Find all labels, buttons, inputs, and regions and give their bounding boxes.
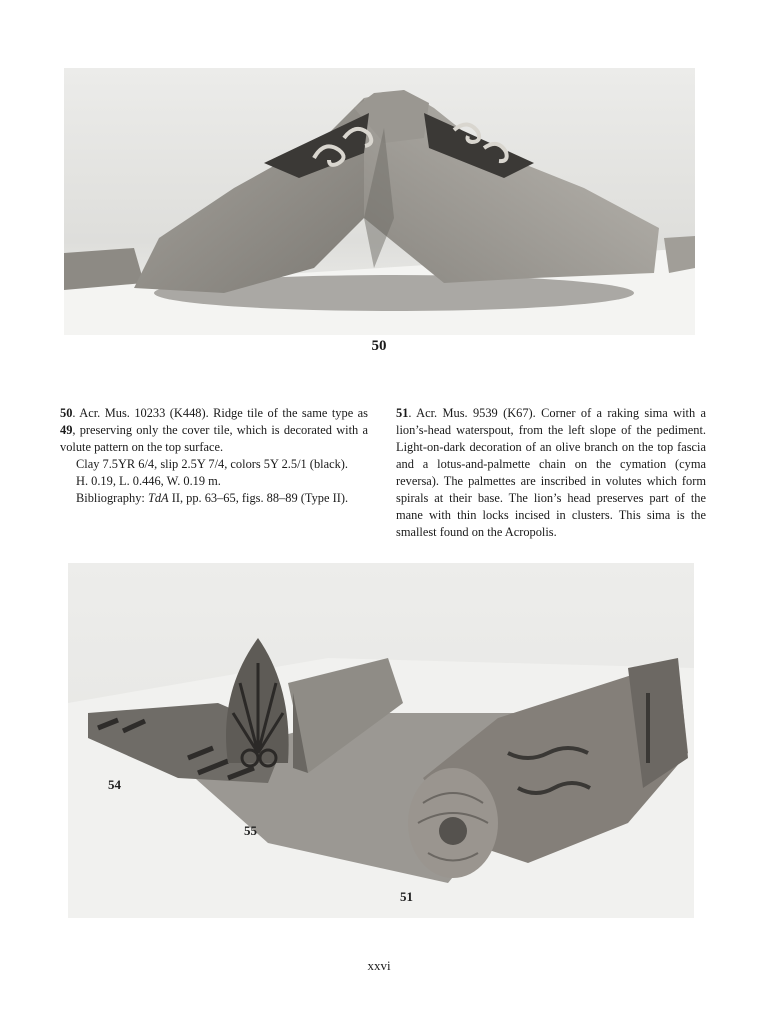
ridge-tile-image — [64, 68, 695, 335]
page-number: xxvi — [367, 958, 391, 973]
entry-51-description: 51. Acr. Mus. 9539 (K67). Corner of a raking sima with a lion’s-head waterspout, from the left slope of the pediment. Light-on-dark decoration of an olive branch on the top fascia and a lotus-and-palmette chain on the cymation (cyma reversa). The palmettes are inscribed in volutes which form spirals at their base. The lion’s head preserves part of the mane with thin locks incised in clusters. This sima is the smallest found on the Acropolis. — [396, 406, 706, 539]
label-fragment-55: 55 — [244, 823, 257, 838]
label-fragment-51: 51 — [400, 889, 413, 904]
entry-50-ref-49: 49 — [60, 423, 73, 437]
catalogue-entry-51 — [396, 405, 706, 541]
photo-ridge-tile-50 — [64, 68, 695, 335]
entry-51-number: 51 — [396, 406, 409, 420]
entry-50-clay: Clay 7.5YR 6/4, slip 2.5Y 7/4, colors 5Y 2.5/1 (black). — [76, 457, 348, 471]
entry-50-number: 50 — [60, 406, 73, 420]
sima-fragments-image — [68, 563, 694, 918]
entry-50-description: 50. Acr. Mus. 10233 (K448). Ridge tile of the same type as 49, preserving only the cover tile, which is decorated with a volute pattern on the top surface. — [60, 406, 368, 454]
entry-50-dimensions: H. 0.19, L. 0.446, W. 0.19 m. — [76, 474, 221, 488]
catalogue-entry-50 — [60, 405, 368, 507]
photo-sima-fragments — [68, 563, 694, 918]
label-fragment-54: 54 — [108, 777, 121, 792]
entry-50-bibliography: Bibliography: TdA II, pp. 63–65, figs. 88–89 (Type II). — [76, 491, 349, 505]
figure-number-50: 50 — [371, 338, 387, 354]
